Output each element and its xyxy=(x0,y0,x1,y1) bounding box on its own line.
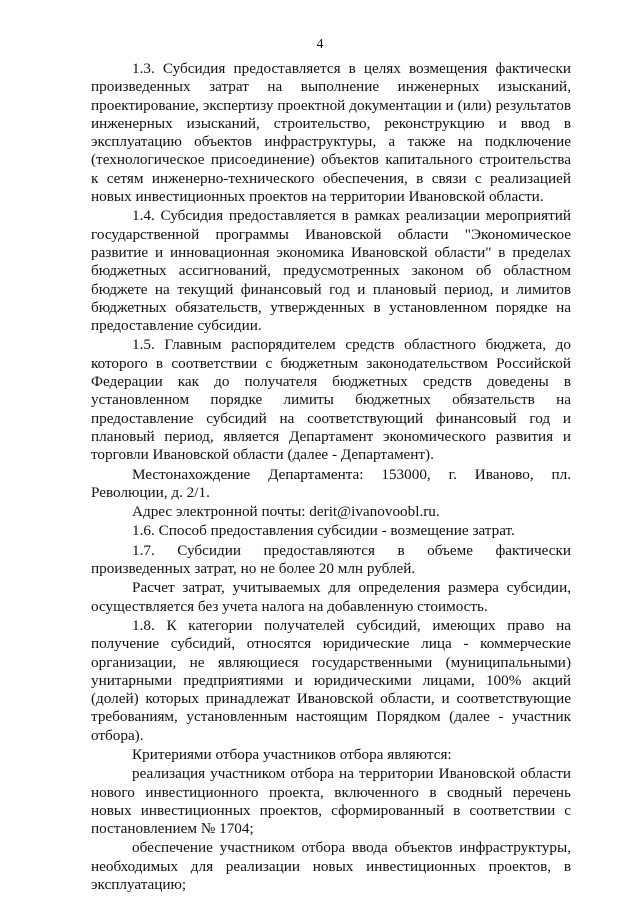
paragraph-1-8: 1.8. К категории получателей субсидий, имеющих право на получение субсидий, относятся юридические лица - коммерческие организации, не являющиеся государственными (муниципальными) унитарными предприятиями и юридическими лицами, 100% акций (долей) которых принадлежат Ивановской области, и соответствующие требованиям, установленным настоящим Порядком (далее - участник отбора). xyxy=(91,616,571,744)
paragraph-location: Местонахождение Департамента: 153000, г. Иваново, пл. Революции, д. 2/1. xyxy=(91,465,571,501)
paragraph-criteria-heading: Критериями отбора участников отбора являются: xyxy=(132,745,452,763)
paragraph-1-7: 1.7. Субсидии предоставляются в объеме фактически произведенных затрат, но не более 20 млн рублей. xyxy=(91,541,571,578)
paragraph-1-5: 1.5. Главным распорядителем средств областного бюджета, до которого в соответствии с бюджетным законодательством Российской Федерации как до получателя бюджетных средств доведены в установленном порядке лимиты бюджетных обязательств на предоставление субсидий на соответствующий финансовый год и плановый период, является Департамент экономического развития и торговли Ивановской области (далее - Департамент). xyxy=(91,336,571,464)
paragraph-email: Адрес электронной почты: derit@ivanovoobl.ru. xyxy=(132,503,440,521)
document-body xyxy=(91,60,571,894)
paragraph-cost-calculation: Расчет затрат, учитываемых для определения размера субсидии, осуществляется без учета налога на добавленную стоимость. xyxy=(91,579,571,615)
paragraph-criterion-1: реализация участником отбора на территории Ивановской области нового инвестиционного проекта, включенного в сводный перечень новых инвестиционных проектов, сформированный в соответствии с постановлением № 1704; xyxy=(91,765,571,838)
paragraph-criterion-2: обеспечение участником отбора ввода объектов инфраструктуры, необходимых для реализации новых инвестиционных проектов, в эксплуатацию; xyxy=(91,839,571,894)
paragraph-1-6: 1.6. Способ предоставления субсидии - возмещение затрат. xyxy=(132,522,515,540)
paragraph-1-4: 1.4. Субсидия предоставляется в рамках реализации мероприятий государственной программы Ивановской области "Экономическое развитие и инновационная экономика Ивановской области" в пределах бюджетных ассигнований, предусмотренных законом об областном бюджете на текущий финансовый год и плановый период, и лимитов бюджетных обязательств, утвержденных в установленном порядке на предоставление субсидии. xyxy=(91,207,571,335)
paragraph-1-3: 1.3. Субсидия предоставляется в целях возмещения фактически произведенных затрат на выполнение инженерных изысканий, проектирование, экспертизу проектной документации и (или) результатов инженерных изысканий, строительство, реконструкцию и ввод в эксплуатацию объектов инфраструктуры, а также на подключение (технологическое присоединение) объектов капитального строительства к сетям инженерно-технического обеспечения, в связи с реализацией новых инвестиционных проектов на территории Ивановской области. xyxy=(91,60,571,206)
page-number: 4 xyxy=(316,37,324,52)
